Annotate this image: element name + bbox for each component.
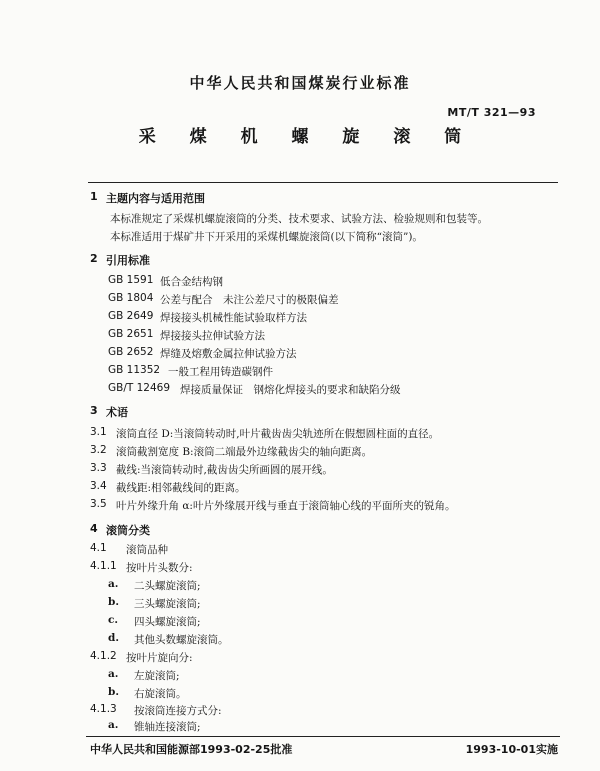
reference-title: 焊缝及熔敷金属拉伸试验方法 [160,348,297,360]
header-rule [88,182,558,183]
reference-code: GB 1591 [108,274,154,286]
clause-number: 4.1 [90,542,107,554]
clause-number: 4.1.3 [90,703,117,715]
list-item: 左旋滚筒; [134,670,180,682]
list-item-letter: a. [108,578,119,590]
section-3-number: 3 [90,404,98,417]
standard-number: MT/T 321—93 [447,106,536,119]
list-item-letter: c. [108,614,119,626]
reference-code: GB 2652 [108,346,154,358]
term-number: 3.4 [90,480,107,492]
list-item: 其他头数螺旋滚筒。 [134,634,229,646]
implementation-date: 1993-10-01实施 [465,743,558,756]
reference-title: 公差与配合 未注公差尺寸的极限偏差 [160,294,339,306]
reference-title: 焊接接头机械性能试验取样方法 [160,312,307,324]
clause-text: 按叶片头数分: [126,562,193,574]
reference-code: GB 2651 [108,328,154,340]
reference-title: 一般工程用铸造碳钢件 [168,366,273,378]
term-definition: 截线距:相邻截线间的距离。 [116,482,246,494]
section-1-paragraph: 本标准规定了采煤机螺旋滚筒的分类、技术要求、试验方法、检验规则和包装等。 [110,213,488,225]
document-title: 采 煤 机 螺 旋 滚 筒 [138,127,476,147]
reference-title: 焊接质量保证 钢熔化焊接头的要求和缺陷分级 [180,384,401,396]
clause-text: 按叶片旋向分: [126,652,193,664]
approval-line: 中华人民共和国能源部1993-02-25批准 [90,743,293,756]
clause-text: 滚筒品种 [126,544,168,556]
standard-type-heading: 中华人民共和国煤炭行业标准 [189,74,411,92]
reference-title: 低合金结构钢 [160,276,223,288]
footer-rule [86,736,560,737]
reference-code: GB 1804 [108,292,154,304]
list-item-letter: b. [108,686,119,698]
term-definition: 滚筒直径 D:当滚筒转动时,叶片截齿齿尖轨迹所在假想圆柱面的直径。 [116,428,440,440]
list-item-letter: b. [108,596,119,608]
section-3-title: 术语 [106,406,128,419]
list-item: 二头螺旋滚筒; [134,580,201,592]
list-item-letter: d. [108,632,119,644]
list-item: 锥轴连接滚筒; [134,721,201,733]
list-item-letter: a. [108,719,119,731]
term-number: 3.3 [90,462,107,474]
term-definition: 截线:当滚筒转动时,截齿齿尖所画圆的展开线。 [116,464,333,476]
reference-code: GB 11352 [108,364,161,376]
section-2-number: 2 [90,252,98,265]
term-definition: 滚筒截割宽度 B:滚筒二端最外边缘截齿尖的轴向距离。 [116,446,373,458]
term-number: 3.2 [90,444,107,456]
reference-title: 焊接接头拉伸试验方法 [160,330,265,342]
list-item: 三头螺旋滚筒; [134,598,201,610]
section-2-title: 引用标准 [106,254,150,267]
reference-code: GB 2649 [108,310,154,322]
clause-number: 4.1.2 [90,650,117,662]
section-4-title: 滚筒分类 [106,524,150,537]
section-1-title: 主题内容与适用范围 [106,192,205,205]
reference-code: GB/T 12469 [108,382,171,394]
list-item-letter: a. [108,668,119,680]
clause-text: 按滚筒连接方式分: [134,705,222,717]
clause-number: 4.1.1 [90,560,117,572]
section-4-number: 4 [90,522,98,535]
term-number: 3.5 [90,498,107,510]
list-item: 四头螺旋滚筒; [134,616,201,628]
term-number: 3.1 [90,426,107,438]
term-definition: 叶片外缘升角 α:叶片外缘展开线与垂直于滚筒轴心线的平面所夹的锐角。 [116,500,456,512]
list-item: 右旋滚筒。 [134,688,187,700]
section-1-paragraph: 本标准适用于煤矿井下开采用的采煤机螺旋滚筒(以下简称“滚筒”)。 [110,231,423,243]
section-1-number: 1 [90,190,98,203]
